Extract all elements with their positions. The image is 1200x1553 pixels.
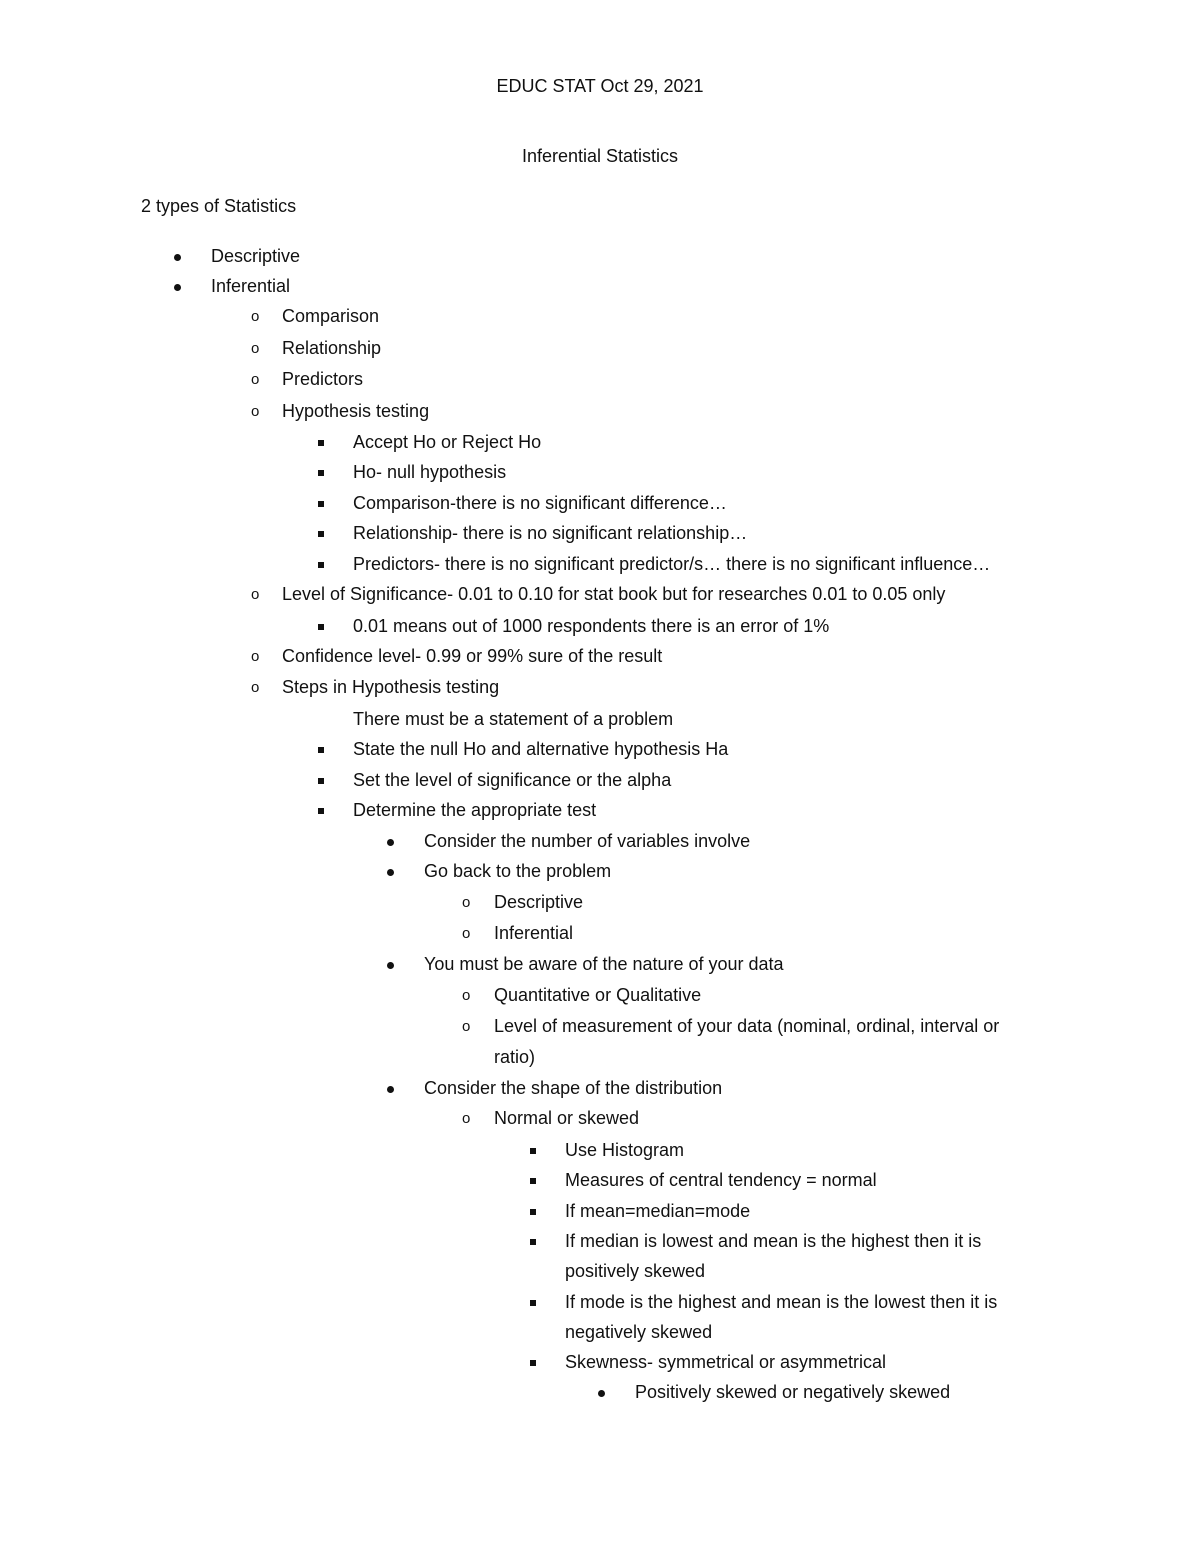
- list-item: Steps in Hypothesis testing: [282, 677, 500, 697]
- bullet-square-icon: [318, 522, 324, 544]
- bullet-circle-icon: o: [251, 340, 260, 357]
- list-item: If median is lowest and mean is the highest then it is: [565, 1231, 982, 1251]
- bullet-circle-icon: o: [462, 894, 471, 911]
- bullet-circle-icon: o: [251, 679, 260, 696]
- list-item: Determine the appropriate test: [353, 800, 597, 820]
- bullet-dot-icon: [174, 245, 181, 267]
- bullet-square-icon: [530, 1139, 536, 1161]
- list-item: Descriptive: [211, 246, 301, 266]
- list-item-continuation: positively skewed: [565, 1261, 706, 1281]
- bullet-circle-icon: o: [462, 1110, 471, 1127]
- list-item: Use Histogram: [565, 1140, 685, 1160]
- list-item: Level of Significance- 0.01 to 0.10 for stat book but for researches 0.01 to 0.05 only: [282, 584, 946, 604]
- list-item: Confidence level- 0.99 or 99% sure of the result: [282, 646, 663, 666]
- bullet-square-icon: [318, 553, 324, 575]
- list-item: Set the level of significance or the alpha: [353, 770, 672, 790]
- list-item: Relationship: [282, 338, 382, 358]
- list-item: If mode is the highest and mean is the lowest then it is: [565, 1292, 998, 1312]
- list-item: Hypothesis testing: [282, 401, 430, 421]
- document-title: Inferential Statistics: [521, 146, 679, 166]
- list-item: Quantitative or Qualitative: [494, 985, 702, 1005]
- bullet-dot-icon: [387, 830, 394, 852]
- list-item: Comparison: [282, 306, 380, 326]
- bullet-square-icon: [318, 769, 324, 791]
- list-item: Predictors: [282, 369, 364, 389]
- list-item: Predictors- there is no significant predictor/s… there is no significant influence…: [353, 554, 991, 574]
- list-item: Inferential: [211, 276, 291, 296]
- list-item: There must be a statement of a problem: [353, 709, 674, 729]
- list-item: Measures of central tendency = normal: [565, 1170, 877, 1190]
- list-item: Level of measurement of your data (nominal, ordinal, interval or: [494, 1016, 1000, 1036]
- list-item-continuation: negatively skewed: [565, 1322, 713, 1342]
- bullet-circle-icon: o: [251, 403, 260, 420]
- bullet-square-icon: [318, 738, 324, 760]
- list-item: Skewness- symmetrical or asymmetrical: [565, 1352, 887, 1372]
- list-item: Accept Ho or Reject Ho: [353, 432, 542, 452]
- list-item: If mean=median=mode: [565, 1201, 751, 1221]
- list-item: State the null Ho and alternative hypothesis Ha: [353, 739, 729, 759]
- list-item: 0.01 means out of 1000 respondents there is an error of 1%: [353, 616, 830, 636]
- bullet-square-icon: [530, 1230, 536, 1252]
- bullet-square-icon: [530, 1351, 536, 1373]
- bullet-square-icon: [318, 461, 324, 483]
- list-item: Consider the number of variables involve: [424, 831, 751, 851]
- bullet-circle-icon: o: [251, 308, 260, 325]
- list-item: You must be aware of the nature of your data: [424, 954, 784, 974]
- bullet-square-icon: [530, 1200, 536, 1222]
- list-item: Ho- null hypothesis: [353, 462, 507, 482]
- bullet-circle-icon: o: [251, 586, 260, 603]
- bullet-square-icon: [318, 492, 324, 514]
- bullet-dot-icon: [387, 860, 394, 882]
- bullet-dot-icon: [598, 1381, 605, 1403]
- bullet-square-icon: [318, 615, 324, 637]
- list-item: Inferential: [494, 923, 574, 943]
- bullet-circle-icon: o: [462, 925, 471, 942]
- bullet-square-icon: [530, 1291, 536, 1313]
- list-item: Consider the shape of the distribution: [424, 1078, 723, 1098]
- intro-text: 2 types of Statistics: [141, 196, 297, 216]
- bullet-square-icon: [318, 431, 324, 453]
- bullet-dot-icon: [174, 275, 181, 297]
- bullet-circle-icon: o: [251, 371, 260, 388]
- bullet-circle-icon: o: [462, 987, 471, 1004]
- list-item: Normal or skewed: [494, 1108, 640, 1128]
- list-item: Positively skewed or negatively skewed: [635, 1382, 951, 1402]
- bullet-dot-icon: [387, 953, 394, 975]
- bullet-square-icon: [530, 1169, 536, 1191]
- bullet-square-icon: [318, 799, 324, 821]
- list-item-continuation: ratio): [494, 1047, 536, 1067]
- bullet-circle-icon: o: [251, 648, 260, 665]
- document-header: EDUC STAT Oct 29, 2021: [496, 76, 704, 96]
- list-item: Comparison-there is no significant difference…: [353, 493, 727, 513]
- bullet-dot-icon: [387, 1077, 394, 1099]
- list-item: Go back to the problem: [424, 861, 612, 881]
- list-item: Descriptive: [494, 892, 584, 912]
- list-item: Relationship- there is no significant relationship…: [353, 523, 748, 543]
- bullet-circle-icon: o: [462, 1018, 471, 1035]
